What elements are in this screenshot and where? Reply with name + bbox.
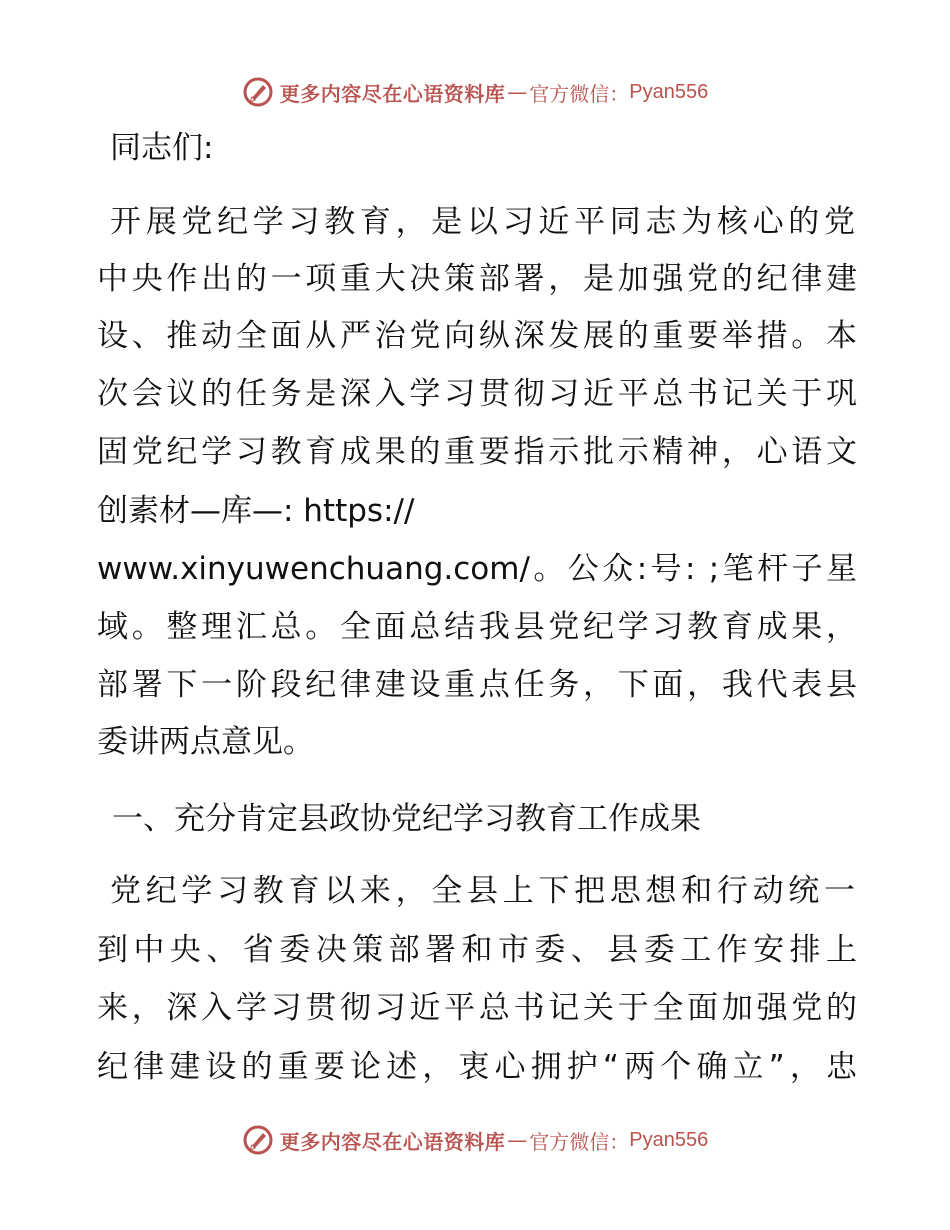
wechat-id: Pyan556 xyxy=(629,1128,709,1151)
brand-text: 更多内容尽在心语资料库 xyxy=(279,81,506,106)
paragraph-line: 次会议的任务是深入学习贯彻习近平总书记关于巩 xyxy=(97,376,857,412)
paragraph-line: 域。整理汇总。全面总结我县党纪学习教育成果， xyxy=(97,609,857,645)
paragraph-line: 固党纪学习教育成果的重要指示批示精神，心语文 xyxy=(97,434,857,470)
paragraph-line: 纪律建设的重要论述，衷心拥护“两个确立”，忠 xyxy=(97,1049,857,1085)
wechat-label: 官方微信： xyxy=(529,1129,630,1154)
paragraph-line: 中央作出的一项重大决策部署，是加强党的纪律建 xyxy=(97,261,857,297)
section-heading: 一、充分肯定县政协党纪学习教育工作成果 xyxy=(112,801,701,837)
paragraph-line: 到中央、省委决策部署和市委、县委工作安排上 xyxy=(97,932,857,968)
paragraph-line: 开展党纪学习教育，是以习近平同志为核心的党 xyxy=(110,204,855,240)
banner-separator: — xyxy=(507,1128,528,1152)
paragraph-line: 部署下一阶段纪律建设重点任务，下面，我代表县 xyxy=(97,667,857,703)
banner-separator: — xyxy=(507,80,528,104)
wechat-id: Pyan556 xyxy=(629,80,709,103)
paragraph-line: 委讲两点意见。 xyxy=(97,724,314,760)
pen-logo-icon xyxy=(242,1124,274,1156)
paragraph-line: 党纪学习教育以来，全县上下把思想和行动统一 xyxy=(110,873,855,909)
wechat-label: 官方微信： xyxy=(529,81,630,106)
brand-text: 更多内容尽在心语资料库 xyxy=(279,1129,506,1154)
footer-banner xyxy=(0,1118,950,1162)
paragraph-line: 设、推动全面从严治党向纵深发展的重要举措。本 xyxy=(97,318,857,354)
paragraph-line: 来，深入学习贯彻习近平总书记关于全面加强党的 xyxy=(97,990,857,1026)
paragraph-line: www.xinyuwenchuang.com/。公众:号: ;笔杆子星 xyxy=(97,551,857,587)
paragraph-line: 创素材—库—: https:// xyxy=(97,493,415,529)
salutation: 同志们: xyxy=(110,130,214,166)
